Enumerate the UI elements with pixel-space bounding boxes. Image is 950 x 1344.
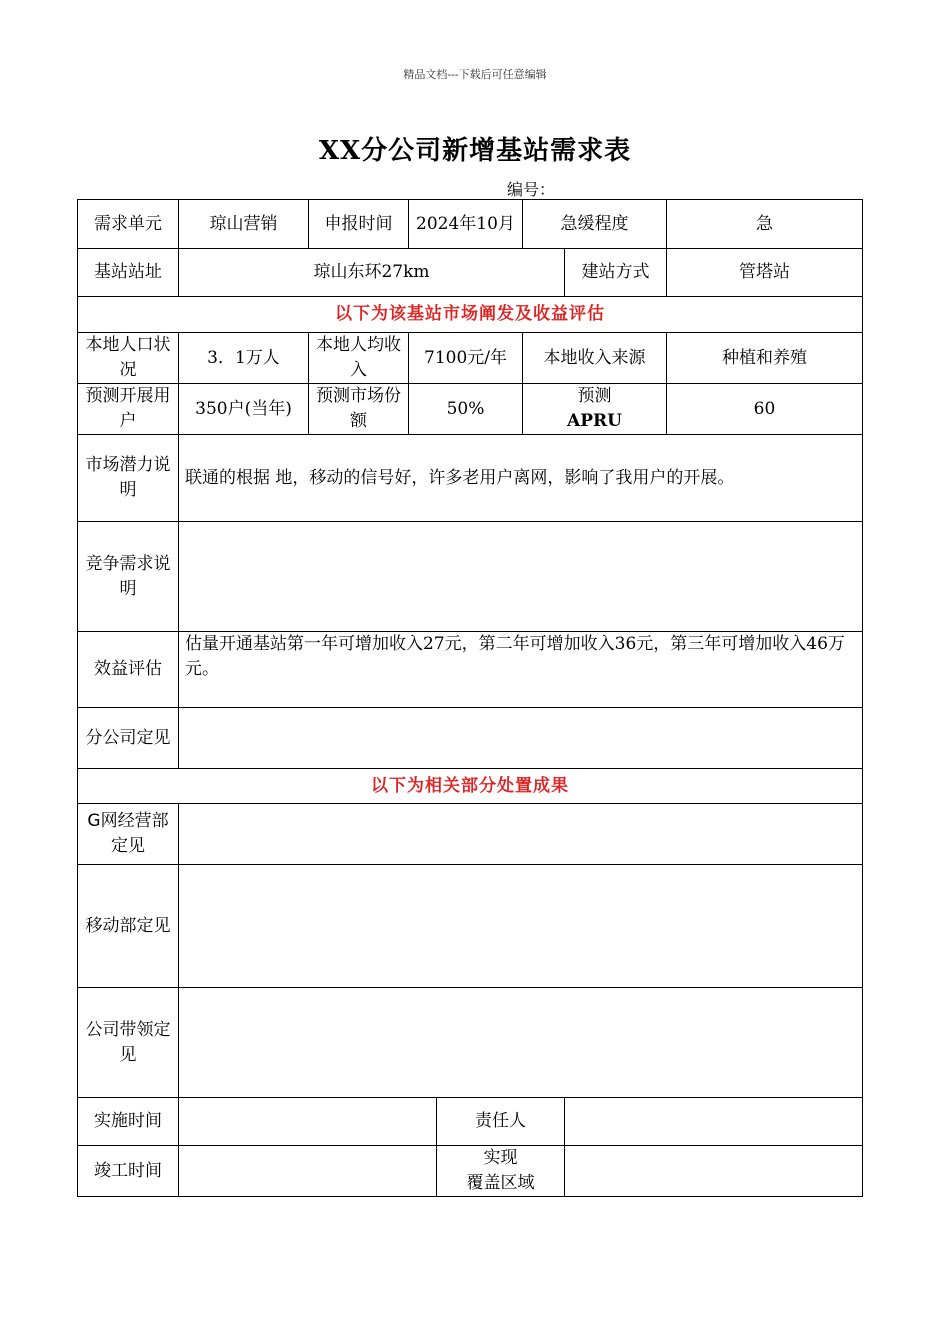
coverage-area-label-line1: 实现 [483,1148,518,1168]
apru-label [523,384,667,435]
build-method-value: 管塔站 [667,249,863,297]
unit-value: 琼山营销 [179,200,309,249]
market-potential-text: 联通的根据 地，移动的信号好，许多老用户离网，影响了我用户的开展。 [179,435,863,522]
apru-label-line1: 预测 [577,386,612,406]
coverage-area-label [437,1146,565,1197]
completion-time-value [179,1146,437,1197]
form-row-gnet-opinion [78,804,863,865]
form-row-competition [78,522,863,632]
form-row-branch-opinion [78,708,863,769]
form-row-mobile-opinion [78,865,863,988]
gnet-opinion-text [179,804,863,865]
market-share-label: 预测市场份额 [309,384,409,435]
users-label: 预测开展用户 [78,384,179,435]
address-label: 基站站址 [78,249,179,297]
mobile-opinion-label: 移动部定见 [78,865,179,988]
leader-opinion-label: 公司带领定见 [78,988,179,1098]
competition-text [179,522,863,632]
report-time-label: 申报时间 [309,200,409,249]
income-value: 7100元/年 [409,333,523,384]
address-value: 琼山东环27km [179,249,565,297]
branch-opinion-text [179,708,863,769]
market-share-value: 50% [409,384,523,435]
form-row-implementation [78,1098,863,1146]
section-market-title: 以下为该基站市场阐发及收益评估 [78,297,863,333]
apru-value: 60 [667,384,863,435]
coverage-area-value [565,1146,863,1197]
income-label: 本地人均收入 [309,333,409,384]
doc-number-label: 编号： [507,180,556,199]
competition-label: 竞争需求说明 [78,522,179,632]
urgency-value: 急 [667,200,863,249]
implementation-time-label: 实施时间 [78,1098,179,1146]
section-result-header [78,769,863,804]
benefit-text: 估量开通基站第一年可增加收入27元，第二年可增加收入36元，第三年可增加收入46万元。 [179,632,863,708]
form-row-users [78,384,863,435]
coverage-area-label-line2: 覆盖区域 [466,1173,535,1193]
users-value: 350户(当年) [179,384,309,435]
urgency-label: 急缓程度 [523,200,667,249]
market-potential-label: 市场潜力说明 [78,435,179,522]
watermark-text: 精品文档---下载后可任意编辑 [403,68,547,81]
gnet-opinion-label: G网经营部定见 [78,804,179,865]
population-label: 本地人口状况 [78,333,179,384]
unit-label: 需求单元 [78,200,179,249]
request-form-table [77,199,863,1197]
form-row-population [78,333,863,384]
report-time-value: 2024年10月 [409,200,523,249]
leader-opinion-text [179,988,863,1098]
page-title: XX分公司新增基站需求表 [318,136,632,166]
completion-time-label: 竣工时间 [78,1146,179,1197]
form-row-benefit [78,632,863,708]
implementation-time-value [179,1098,437,1146]
form-row-market-potential [78,435,863,522]
income-source-value: 种植和养殖 [667,333,863,384]
population-value: 3．1万人 [179,333,309,384]
section-market-header [78,297,863,333]
form-row-unit [78,200,863,249]
form-row-completion [78,1146,863,1197]
mobile-opinion-text [179,865,863,988]
benefit-label: 效益评估 [78,632,179,708]
form-row-leader-opinion [78,988,863,1098]
apru-label-line2: APRU [567,411,622,431]
form-row-address [78,249,863,297]
responsible-person-value [565,1098,863,1146]
build-method-label: 建站方式 [565,249,667,297]
section-result-title: 以下为相关部分处置成果 [78,769,863,804]
income-source-label: 本地收入来源 [523,333,667,384]
branch-opinion-label: 分公司定见 [78,708,179,769]
responsible-person-label: 责任人 [437,1098,565,1146]
